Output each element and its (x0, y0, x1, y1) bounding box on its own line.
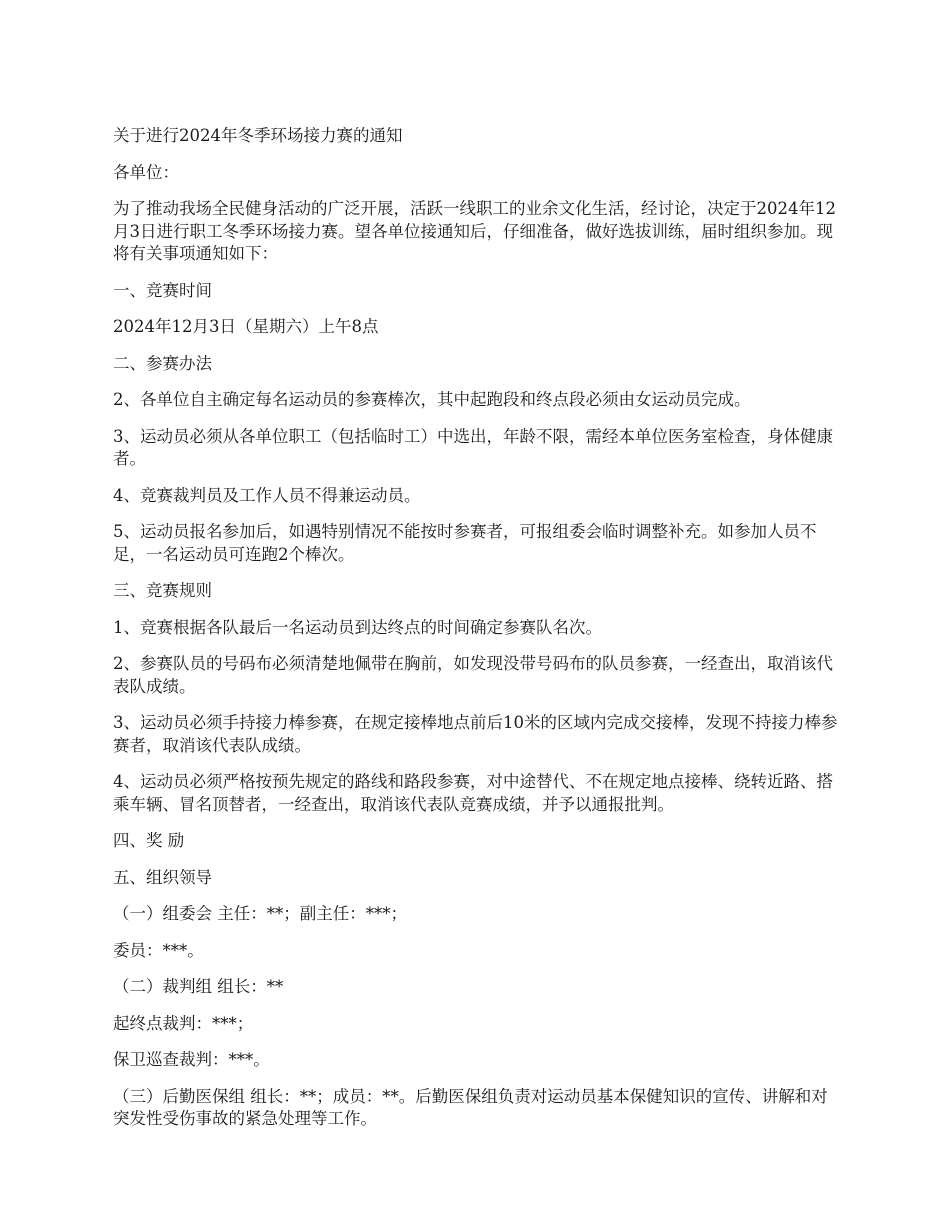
intro-paragraph: 为了推动我场全民健身活动的广泛开展，活跃一线职工的业余文化生活，经讨论，决定于2024年12月3日进行职工冬季环场接力赛。望各单位接通知后，仔细准备，做好选拔训练，届时组织参加。现将有关事项通知如下： (113, 199, 836, 263)
section-heading-rules: 三、竞赛规则 (113, 581, 212, 600)
org-committee: （一）组委会 主任：**；副主任：***； (113, 904, 407, 923)
org-committee-members: 委员：***。 (113, 940, 204, 960)
section-heading-awards: 四、奖 励 (113, 831, 185, 850)
org-medical-group: （三）后勤医保组 组长：**；成员：**。后勤医保组负责对运动员基本保健知识的宣传、讲解和对突发性受伤事故的紧急处理等工作。 (113, 1086, 828, 1128)
method-item-3: 3、运动员必须从各单位职工（包括临时工）中选出，年龄不限，需经本单位医务室检查，身体健康者。 (113, 426, 833, 468)
rule-item-3: 3、运动员必须手持接力棒参赛，在规定接棒地点前后10米的区域内完成交接棒，发现不持接力棒参赛者，取消该代表队成绩。 (113, 713, 838, 755)
org-start-finish-referee: 起终点裁判：***； (113, 1013, 254, 1033)
method-item-5: 5、运动员报名参加后，如遇特别情况不能按时参赛者，可报组委会临时调整补充。如参加人员不足，一名运动员可连跑2个棒次。 (113, 522, 817, 564)
section-heading-organization: 五、组织领导 (113, 867, 212, 887)
method-item-2: 2、各单位自主确定每名运动员的参赛棒次，其中起跑段和终点段必须由女运动员完成。 (113, 390, 751, 409)
document-body (113, 125, 843, 1145)
rule-item-1: 1、竞赛根据各队最后一名运动员到达终点的时间确定参赛队名次。 (113, 617, 602, 637)
competition-date: 2024年12月3日（星期六）上午8点 (113, 317, 379, 336)
section-heading-method: 二、参赛办法 (113, 353, 212, 373)
section-heading-time: 一、竞赛时间 (113, 280, 212, 300)
document-title: 关于进行2024年冬季环场接力赛的通知 (113, 126, 403, 145)
salutation: 各单位： (113, 162, 179, 182)
rule-item-4: 4、运动员必须严格按预先规定的路线和路段参赛，对中途替代、不在规定地点接棒、绕转近路、搭乘车辆、冒名顶替者，一经查出，取消该代表队竞赛成绩，并予以通报批判。 (113, 772, 833, 814)
org-patrol-referee: 保卫巡查裁判：***。 (113, 1050, 270, 1069)
org-referee-group: （二）裁判组 组长：** (113, 977, 284, 996)
rule-item-2: 2、参赛队员的号码布必须清楚地佩带在胸前，如发现没带号码布的队员参赛，一经查出，取消该代表队成绩。 (113, 654, 833, 696)
method-item-4: 4、竞赛裁判员及工作人员不得兼运动员。 (113, 485, 421, 505)
